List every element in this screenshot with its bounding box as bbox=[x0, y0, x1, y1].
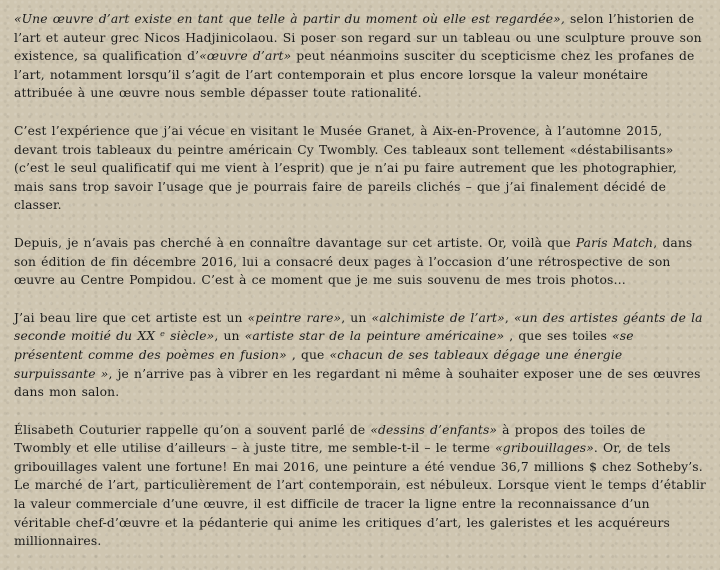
body-text: C’est l’expérience que j’ai vécue en visitant le Musée Granet, à Aix-en-Provence, à l’automne 2015, devant trois tableaux du peintre américain Cy Twombly. Ces tableaux sont tellement «déstabilisants» (c’est le seul qualificatif qui me vient à l’esprit) que je n’ai pu faire autrement que les photographier, mais sans trop savoir l’usage que je pourrais faire de pareils clichés – que j’ai finalement décidé de classer. bbox=[14, 123, 677, 213]
body-text: à propos des toiles de Twombly et elle utilise d’ailleurs – à juste titre, me semble-t-il – le terme bbox=[14, 422, 646, 456]
italic-text: «gribouillages» bbox=[495, 441, 594, 456]
body-text: selon l’historien de l’art et auteur grec Nicos Hadjinicolaou. Si poser son regard sur un tableau ou une sculpture prouve son existence, sa qualification d’ bbox=[14, 12, 702, 64]
body-text: Élisabeth Couturier rappelle qu’on a souvent parlé de bbox=[14, 422, 371, 437]
italic-text: Paris Match bbox=[575, 235, 654, 250]
italic-text: «chacun de ses tableaux dégage une énergie surpuissante » bbox=[14, 347, 623, 381]
body-text: J’ai beau lire que cet artiste est un bbox=[14, 310, 248, 325]
paragraph bbox=[14, 122, 706, 215]
paragraph bbox=[14, 309, 706, 402]
body-text: , que ses toiles bbox=[504, 329, 613, 344]
body-text: , que bbox=[286, 347, 330, 362]
body-text: , dans son édition de fin décembre 2016, lui a consacré deux pages à l’occasion d’une rétrospective de son œuvre au Centre Pompidou. C’est à ce moment que je me suis souvenu de mes trois photos… bbox=[14, 235, 693, 288]
paragraph bbox=[14, 421, 706, 551]
document-body bbox=[14, 10, 706, 570]
body-text: , bbox=[504, 310, 514, 325]
italic-text: «un des artistes géants de la seconde moitié du XX ᵉ siècle» bbox=[14, 310, 703, 344]
paragraph bbox=[14, 10, 706, 103]
italic-text: «peintre rare» bbox=[247, 310, 342, 325]
italic-text: «dessins d’enfants» bbox=[370, 422, 498, 437]
body-text: , un bbox=[214, 329, 245, 344]
body-text: , je n’arrive pas à vibrer en les regardant ni même à souhaiter exposer une de ses œuvres dans mon salon. bbox=[14, 366, 701, 400]
body-text: , un bbox=[341, 310, 372, 325]
body-text: peut néanmoins susciter du scepticisme chez les profanes de l’art, notamment lorsqu’il s’agit de l’art contemporain et plus encore lorsque la valeur monétaire attribuée à une œuvre nous semble dépasser toute rationalité. bbox=[14, 49, 695, 101]
italic-text: «alchimiste de l’art» bbox=[371, 310, 505, 325]
italic-text: «artiste star de la peinture américaine» bbox=[244, 329, 505, 344]
italic-text: «œuvre d’art» bbox=[199, 49, 292, 64]
paragraph bbox=[14, 234, 706, 290]
body-text: Depuis, je n’avais pas cherché à en connaître davantage sur cet artiste. Or, voilà que bbox=[14, 235, 576, 250]
body-text: . Or, de tels gribouillages valent une fortune! En mai 2016, une peinture a été vendue 36,7 millions $ chez Sotheby’s. Le marché de l’art, particulièrement de l’art contemporain, est nébuleux. Lorsque vient le temps d’établir la valeur commerciale d’une œuvre, il est difficile de tracer la ligne entre la reconnaissance d’un véritable chef-d’œuvre et la pédanterie qui anime les critiques d’art, les galeristes et les acquéreurs millionnaires. bbox=[14, 441, 706, 549]
italic-text: «Une œuvre d’art existe en tant que telle à partir du moment où elle est regardée», bbox=[14, 12, 565, 26]
italic-text: «se présentent comme des poèmes en fusion» bbox=[14, 329, 634, 362]
